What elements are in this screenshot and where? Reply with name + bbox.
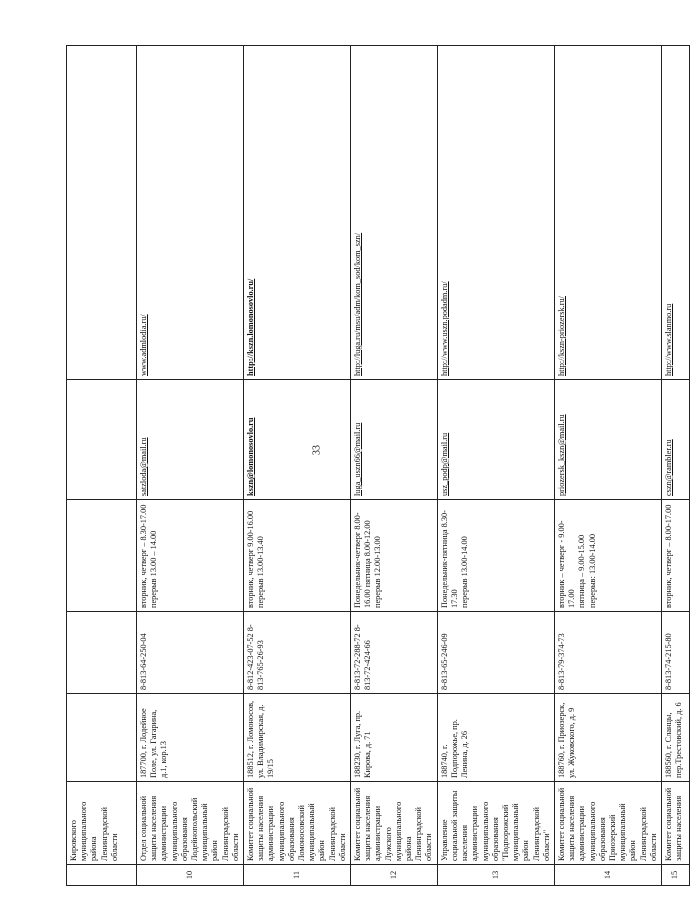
phone-cell: 8-813-79-374-73 (554, 612, 661, 694)
address-cell: 188760, г. Приозерск, ул. Жуковского, д. 9 (554, 694, 661, 782)
email-link[interactable]: cszn@rambler.ru (663, 439, 673, 496)
website-link[interactable]: http://www.uszn.podadm.ru/ (439, 281, 449, 376)
row-number-cell: 11 (244, 865, 351, 886)
social-protection-table (66, 45, 690, 886)
phone-cell (67, 612, 137, 694)
break-text: перерыв 13.00-13.40 (256, 536, 266, 608)
table-row (554, 46, 661, 886)
org-cell: Комитет социальной защиты населения (661, 782, 689, 865)
row-number-cell: 10 (137, 865, 244, 886)
break-text: перерыв 13.00-14.00 (460, 536, 470, 608)
extra-hours-text: перерыв: 13.00-14.00 (587, 533, 597, 608)
org-cell: Комитет социальной защиты населения администрации муниципального образования Ломоносовский муниципальный район Ленинградской области (244, 782, 351, 865)
row-number-cell: 15 (661, 865, 689, 886)
website-link[interactable]: http://www.slanmo.ru (663, 303, 673, 376)
phone-cell: 8-813-72-288-72 8-813-72-424-66 (351, 612, 438, 694)
hours-text: вторник, четверг 9.00-16.00 (246, 510, 256, 608)
address-cell: 187700, г. Лодейное Поле, ул. Гагарина, д.1, кор.13 (137, 694, 244, 782)
break-text: перерыв 12.00-13.00 (373, 536, 383, 608)
address-cell (67, 694, 137, 782)
row-number-cell: 12 (351, 865, 438, 886)
site-cell (137, 46, 244, 380)
row-number-cell: 14 (554, 865, 661, 886)
email-link[interactable]: luga_uszn66@mail.ru (353, 422, 363, 496)
hours-cell (137, 500, 244, 612)
hours-text: Понедельник-четверг 8.00-16.00 пятница 8.00-12.00 (353, 512, 373, 608)
website-link[interactable]: http://kszn.lomonosovlo.ru/ (246, 278, 256, 376)
row-number-cell (67, 865, 137, 886)
phone-cell: 8-812-423-07-52 8-813-765-26-93 (244, 612, 351, 694)
email-link[interactable]: priozersk_kszn@mail.ru (556, 414, 566, 496)
table-row (137, 46, 244, 886)
table-row (244, 46, 351, 886)
break-text: перерыв 13.00 – 14.00 (149, 530, 159, 608)
email-cell (137, 380, 244, 500)
hours-cell (351, 500, 438, 612)
site-cell (244, 46, 351, 380)
email-cell (351, 380, 438, 500)
email-cell (244, 380, 351, 500)
phone-cell: 8-813-64-250-04 (137, 612, 244, 694)
break-text: пятница – 9.00-15.00 (577, 534, 587, 608)
website-link[interactable]: www.admlodia.ru/ (139, 314, 148, 376)
phone-cell: 8-813-74-215-80 (661, 612, 689, 694)
phone-cell: 8-813-65-246-09 (437, 612, 554, 694)
rotated-table-frame (66, 46, 684, 886)
site-cell (351, 46, 438, 380)
table-row (437, 46, 554, 886)
hours-text: вторник, четверг – 8.30-17.00 (139, 504, 148, 608)
email-cell (67, 380, 137, 500)
org-cell: Комитет социальной защиты населения администрации Лужского муниципального района Ленинградской области (351, 782, 438, 865)
org-cell: Отдел социальной защиты населения администрации муниципального образования Лодейнопольский муниципальный район Ленинградской области (137, 782, 244, 865)
hours-cell (554, 500, 661, 612)
email-cell (661, 380, 689, 500)
org-cell: Кировского муниципального района Ленинградской области (67, 782, 137, 865)
email-link[interactable]: usz_podp@mail.ru (439, 432, 449, 496)
hours-text: Понедельник-пятница 8.30-17.30 (439, 510, 459, 608)
address-cell: 188560, г. Сланцы, пер.Трестовский, д. 6 (661, 694, 689, 782)
site-cell (437, 46, 554, 380)
hours-cell (244, 500, 351, 612)
page-number: 33 (311, 445, 323, 455)
email-link[interactable]: kszn@lomonosovlo.ru (246, 417, 256, 496)
hours-cell (661, 500, 689, 612)
website-link[interactable]: http://kszn-priozersk.ru/ (556, 296, 566, 376)
hours-text: вторник, четверг – 8.00-17.00 (663, 504, 673, 608)
site-cell (67, 46, 137, 380)
row-number-cell: 13 (437, 865, 554, 886)
hours-cell (67, 500, 137, 612)
site-cell (661, 46, 689, 380)
email-cell (437, 380, 554, 500)
email-cell (554, 380, 661, 500)
address-cell: 188230, г. Луга, пр. Кирова, д. 71 (351, 694, 438, 782)
website-link[interactable]: http://luga.ru/msu/adm/kom_sod/kom_szn/ (353, 232, 363, 376)
org-cell: Управление социальной защиты населения администрации муниципального образования "Подпорожский муниципальный район Ленинградской области" (437, 782, 554, 865)
table-row (661, 46, 689, 886)
hours-cell (437, 500, 554, 612)
org-cell: Комитет социальной защиты населения администрации муниципального образования Приозерский муниципальный район Ленинградской области (554, 782, 661, 865)
email-link[interactable]: satzloda@mail.ru (139, 437, 148, 496)
landscape-table-container (66, 46, 684, 886)
table-row (351, 46, 438, 886)
address-cell: 188512, г. Ломоносов, ул. Владимирская, д. 19/15 (244, 694, 351, 782)
hours-text: вторник – четверг - 9.00-17.00 (556, 520, 577, 608)
site-cell (554, 46, 661, 380)
table-row-fragment (67, 46, 137, 886)
address-cell: 188740, г. Подпорожье, пр. Ленина, д. 26 (437, 694, 554, 782)
